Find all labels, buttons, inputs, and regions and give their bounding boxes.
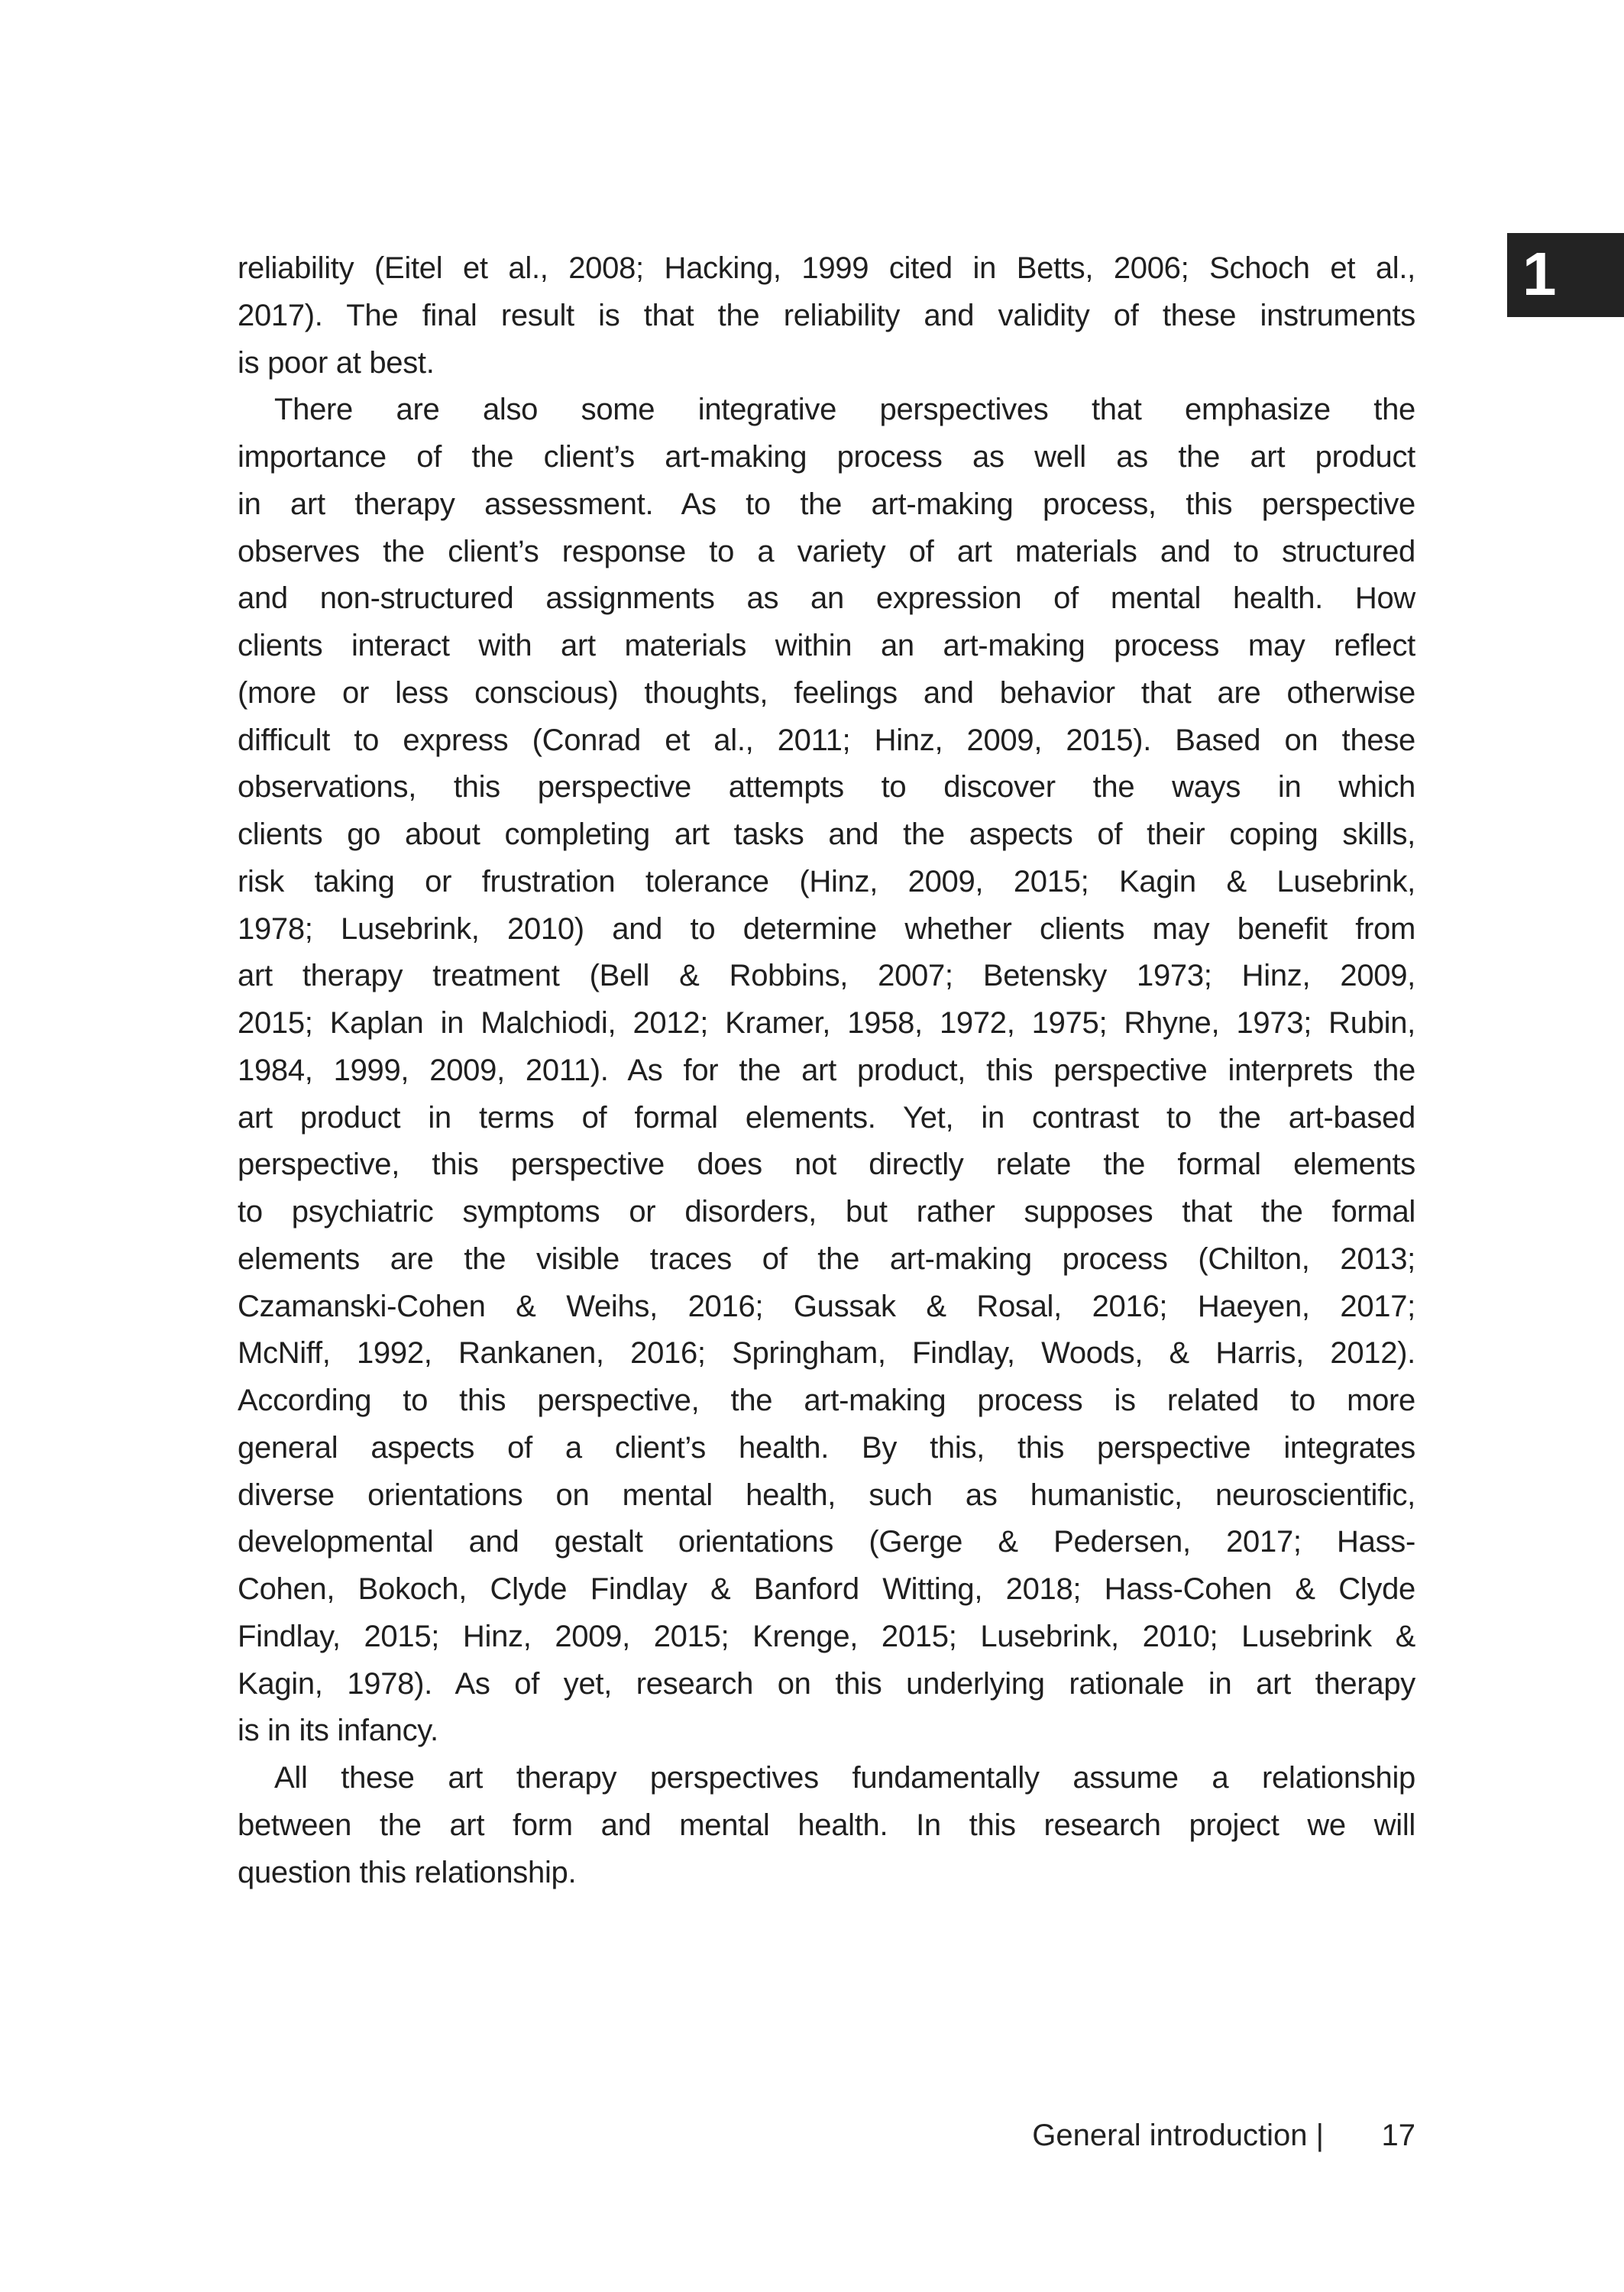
text-line: between the art form and mental health. In this research project we will: [238, 1808, 1415, 1842]
text-line: question this relationship.: [238, 1855, 577, 1889]
chapter-number: 1: [1522, 240, 1557, 308]
text-line: to psychiatric symptoms or disorders, but rather supposes that the formal: [238, 1195, 1415, 1229]
text-line: general aspects of a client’s health. By this, this perspective integrates: [238, 1430, 1415, 1465]
text-line: There are also some integrative perspectives that emphasize the: [274, 393, 1415, 427]
text-line: Czamanski-Cohen & Weihs, 2016; Gussak & Rosal, 2016; Haeyen, 2017;: [238, 1289, 1415, 1323]
text-line: clients go about completing art tasks and the aspects of their coping skills,: [238, 817, 1415, 851]
text-line: perspective, this perspective does not directly relate the formal elements: [238, 1148, 1415, 1182]
text-line: 1984, 1999, 2009, 2011). As for the art product, this perspective interprets the: [238, 1053, 1415, 1087]
page-number: 17: [1381, 2119, 1415, 2152]
text-line: and non-structured assignments as an expression of mental health. How: [238, 581, 1415, 616]
text-line: art product in terms of formal elements. Yet, in contrast to the art-based: [238, 1100, 1415, 1135]
text-line: art therapy treatment (Bell & Robbins, 2007; Betensky 1973; Hinz, 2009,: [238, 959, 1415, 993]
text-line: clients interact with art materials within an art-making process may reflect: [238, 629, 1415, 662]
text-line: observes the client’s response to a variety of art materials and to structured: [238, 534, 1415, 568]
text-line: difficult to express (Conrad et al., 2011; Hinz, 2009, 2015). Based on these: [238, 723, 1415, 757]
text-line: in art therapy assessment. As to the art-making process, this perspective: [238, 487, 1415, 521]
text-line: is in its infancy.: [238, 1714, 438, 1748]
text-line: developmental and gestalt orientations (Gerge & Pedersen, 2017; Hass-: [238, 1525, 1415, 1559]
text-line: Kagin, 1978). As of yet, research on this underlying rationale in art therapy: [238, 1666, 1415, 1701]
text-line: 1978; Lusebrink, 2010) and to determine whether clients may benefit from: [238, 911, 1415, 946]
running-title: General introduction |: [1032, 2119, 1324, 2152]
paragraph: [238, 387, 1415, 1755]
chapter-tab: [1507, 233, 1624, 317]
body-text: [238, 245, 1415, 1896]
text-line: 2015; Kaplan in Malchiodi, 2012; Kramer, 1958, 1972, 1975; Rhyne, 1973; Rubin,: [238, 1006, 1415, 1040]
text-line: 2017). The final result is that the reliability and validity of these instruments: [238, 298, 1415, 332]
paragraph: [238, 1755, 1415, 1896]
text-line: observations, this perspective attempts to discover the ways in which: [238, 770, 1415, 804]
text-line: diverse orientations on mental health, such as humanistic, neuroscientific,: [238, 1478, 1415, 1512]
text-line: McNiff, 1992, Rankanen, 2016; Springham, Findlay, Woods, & Harris, 2012).: [238, 1336, 1415, 1371]
paragraph: [238, 245, 1415, 387]
text-line: (more or less conscious) thoughts, feelings and behavior that are otherwise: [238, 675, 1415, 710]
text-line: elements are the visible traces of the art-making process (Chilton, 2013;: [238, 1242, 1415, 1276]
text-line: Findlay, 2015; Hinz, 2009, 2015; Krenge, 2015; Lusebrink, 2010; Lusebrink &: [238, 1619, 1415, 1653]
text-line: All these art therapy perspectives fundamentally assume a relationship: [274, 1761, 1415, 1795]
text-line: importance of the client’s art-making process as well as the art product: [238, 440, 1415, 474]
text-line: According to this perspective, the art-making process is related to more: [238, 1384, 1415, 1417]
text-line: risk taking or frustration tolerance (Hinz, 2009, 2015; Kagin & Lusebrink,: [238, 864, 1415, 898]
text-line: is poor at best.: [238, 345, 435, 380]
text-line: reliability (Eitel et al., 2008; Hacking, 1999 cited in Betts, 2006; Schoch et al.,: [238, 251, 1415, 285]
text-line: Cohen, Bokoch, Clyde Findlay & Banford Witting, 2018; Hass-Cohen & Clyde: [238, 1572, 1415, 1606]
